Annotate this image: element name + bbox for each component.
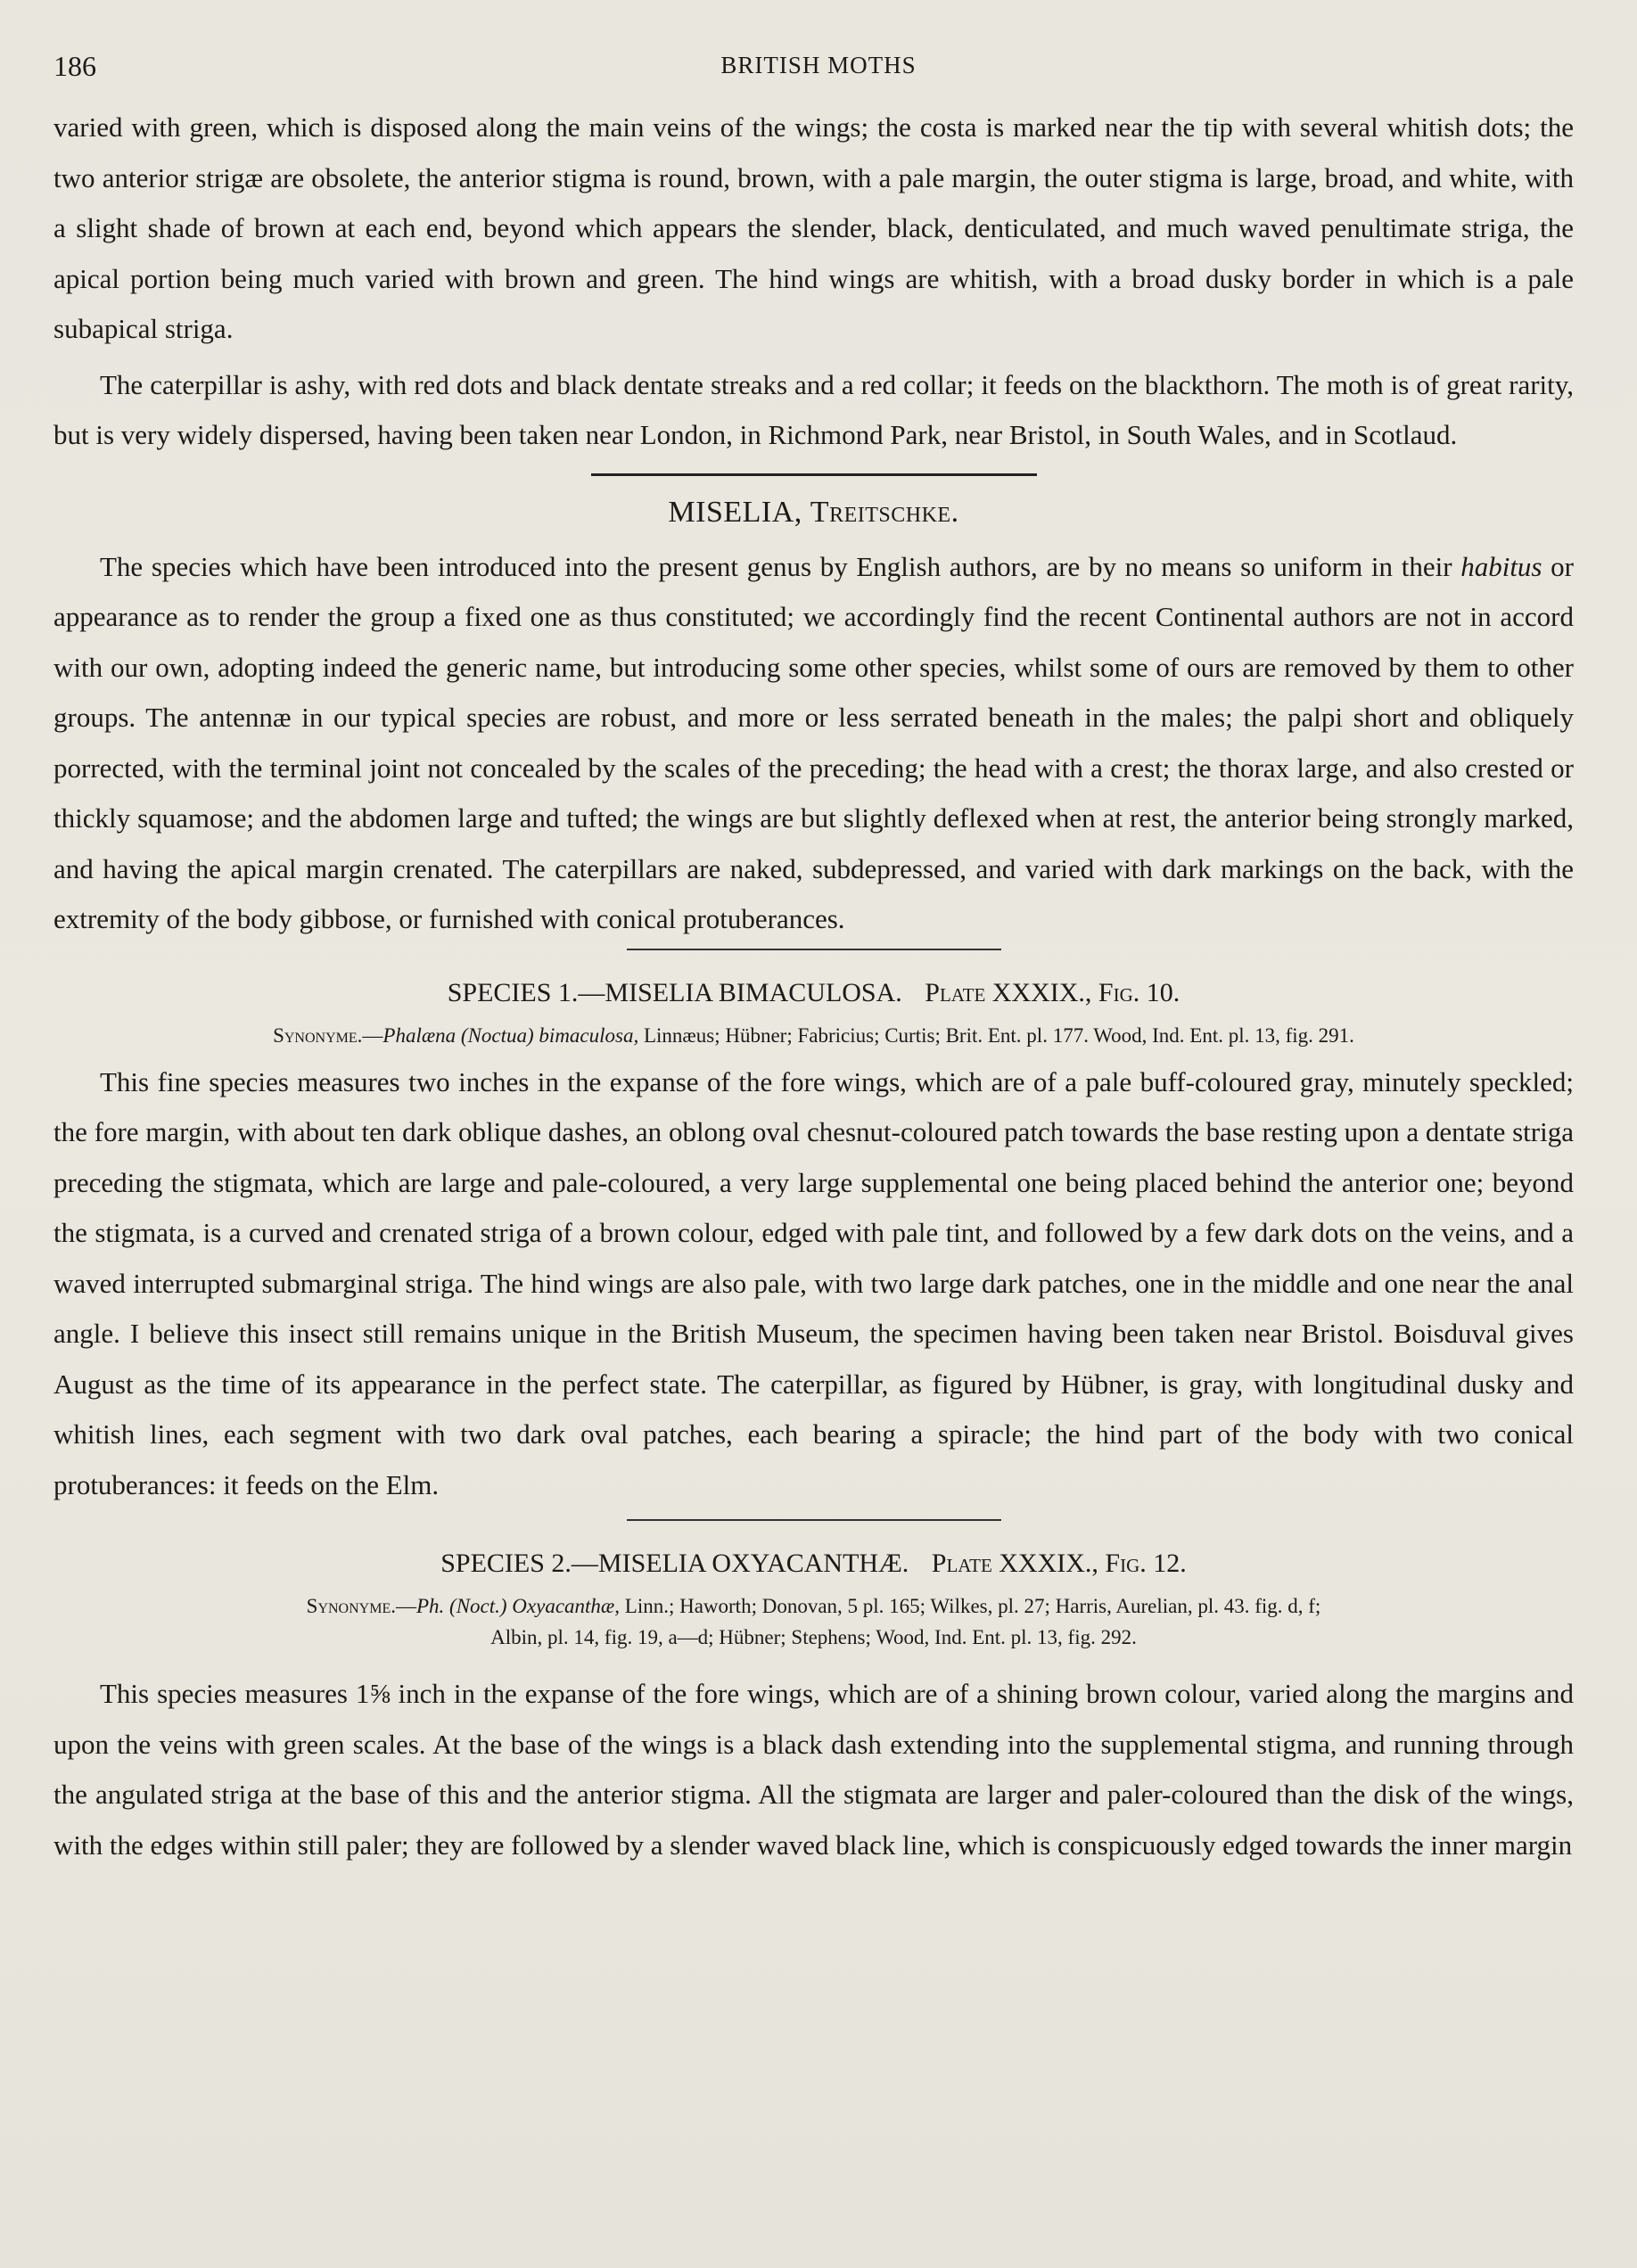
- synonymy-refs: Linnæus; Hübner; Fabricius; Curtis; Brit. Ent. pl. 177. Wood, Ind. Ent. pl. 13, fig. 291.: [638, 1023, 1354, 1047]
- genus-name: MISELIA,: [668, 495, 802, 529]
- intro-italic: habitus: [1460, 550, 1542, 582]
- synonymy-label: Synonyme.—: [273, 1023, 383, 1047]
- running-head: [53, 50, 1584, 86]
- species-2-plate: Plate XXXIX., Fig. 12.: [931, 1549, 1187, 1578]
- section-divider: [591, 473, 1037, 476]
- species-divider-2: [627, 1519, 1001, 1521]
- species-2-synonymy: [53, 1590, 1574, 1623]
- synonymy-name-2: Ph. (Noct.) Oxyacanthæ,: [415, 1595, 621, 1617]
- species-1-synonymy: [53, 1020, 1574, 1052]
- synonymy-name: Phalæna (Noctua) bimaculosa,: [383, 1023, 639, 1047]
- paragraph-caterpillar: The caterpillar is ashy, with red dots and black dentate streaks and a red collar; it feeds on the blackthorn. The moth is of great rarity, but is very widely dispersed, having been taken near London, in Richmond Park, near Bristol, in South Wales, and in Scotlaud.: [53, 368, 1574, 450]
- species-2-title: SPECIES 2.—MISELIA OXYACANTHÆ.: [440, 1549, 909, 1578]
- paragraph-continued: varied with green, which is disposed along the main veins of the wings; the costa is marked near the tip with several whitish dots; the two anterior strigæ are obsolete, the anterior stigma is round, brown, with a pale margin, the outer stigma is large, broad, and white, with a slight shade of brown at each end, beyond which appears the slender, black, denticulated, and much waved penultimate striga, the apical portion being much varied with brown and green. The hind wings are whitish, with a broad dusky border in which is a pale subapical striga.: [53, 111, 1574, 344]
- synonymy-refs-2: Linn.; Haworth; Donovan, 5 pl. 165; Wilkes, pl. 27; Harris, Aurelian, pl. 43. fig. d, f;: [620, 1595, 1321, 1617]
- species-1-plate: Plate XXXIX., Fig. 10.: [925, 977, 1180, 1007]
- synonymy-label-2: Synonyme.—: [306, 1595, 416, 1617]
- intro-text-a: The species which have been introduced into the present genus by English authors, are by no means so uniform in their: [100, 550, 1461, 582]
- species-2-heading: [53, 1544, 1574, 1583]
- genus-author: Treitschke.: [810, 495, 959, 529]
- species-2-synonymy-line-2: Albin, pl. 14, fig. 19, a—d; Hübner; Stephens; Wood, Ind. Ent. pl. 13, fig. 292.: [490, 1626, 1137, 1648]
- species-divider: [627, 949, 1001, 950]
- species-1-heading: [53, 974, 1574, 1013]
- page-number: 186: [53, 50, 96, 82]
- genus-heading: [53, 496, 1574, 530]
- genus-introduction: [53, 542, 1574, 945]
- page-content: [53, 103, 1574, 1870]
- species-1-title: SPECIES 1.—MISELIA BIMACULOSA.: [447, 977, 902, 1007]
- intro-text-b: or appearance as to render the group a fixed one as thus constituted; we accordingly find the recent Continental authors are not in accord with our own, adopting indeed the generic name, but introducing some other species, whilst some of ours are removed by them to other groups. The antennæ in our typical species are robust, and more or less serrated beneath in the males; the palpi short and obliquely porrected, with the terminal joint not concealed by the scales of the preceding; the head with a crest; the thorax large, and also crested or thickly squamose; and the abdomen large and tufted; the wings are but slightly deflexed when at rest, the anterior being strongly marked, and having the apical margin crenated. The caterpillars are naked, subdepressed, and varied with dark markings on the back, with the extremity of the body gibbose, or furnished with conical protuberances.: [53, 550, 1574, 934]
- species-1-description: This fine species measures two inches in the expanse of the fore wings, which are of a pale buff-coloured gray, minutely speckled; the fore margin, with about ten dark oblique dashes, an oblong oval chesnut-coloured patch towards the base resting upon a dentate striga preceding the stigmata, which are large and pale-coloured, a very large supplemental one being placed behind the anterior one; beyond the stigmata, is a curved and crenated striga of a brown colour, edged with pale tint, and followed by a few dark dots on the veins, and a waved interrupted submarginal striga. The hind wings are also pale, with two large dark patches, one in the middle and one near the anal angle. I believe this insect still remains unique in the British Museum, the specimen having been taken near Bristol. Boisduval gives August as the time of its appearance in the perfect state. The caterpillar, as figured by Hübner, is gray, with longitudinal dusky and whitish lines, each segment with two dark oval patches, each bearing a spiracle; the hind part of the body with two conical protuberances: it feeds on the Elm.: [53, 1065, 1574, 1500]
- species-2-description: This species measures 1⅝ inch in the expanse of the fore wings, which are of a shining brown colour, varied along the margins and upon the veins with green scales. At the base of the wings is a black dash extending into the supplemental stigma, and running through the angulated striga at the base of this and the anterior stigma. All the stigmata are larger and paler-coloured than the disk of the wings, with the edges within still paler; they are followed by a slender waved black line, which is conspicuously edged towards the inner margin: [53, 1678, 1574, 1861]
- running-title: BRITISH MOTHS: [720, 52, 917, 78]
